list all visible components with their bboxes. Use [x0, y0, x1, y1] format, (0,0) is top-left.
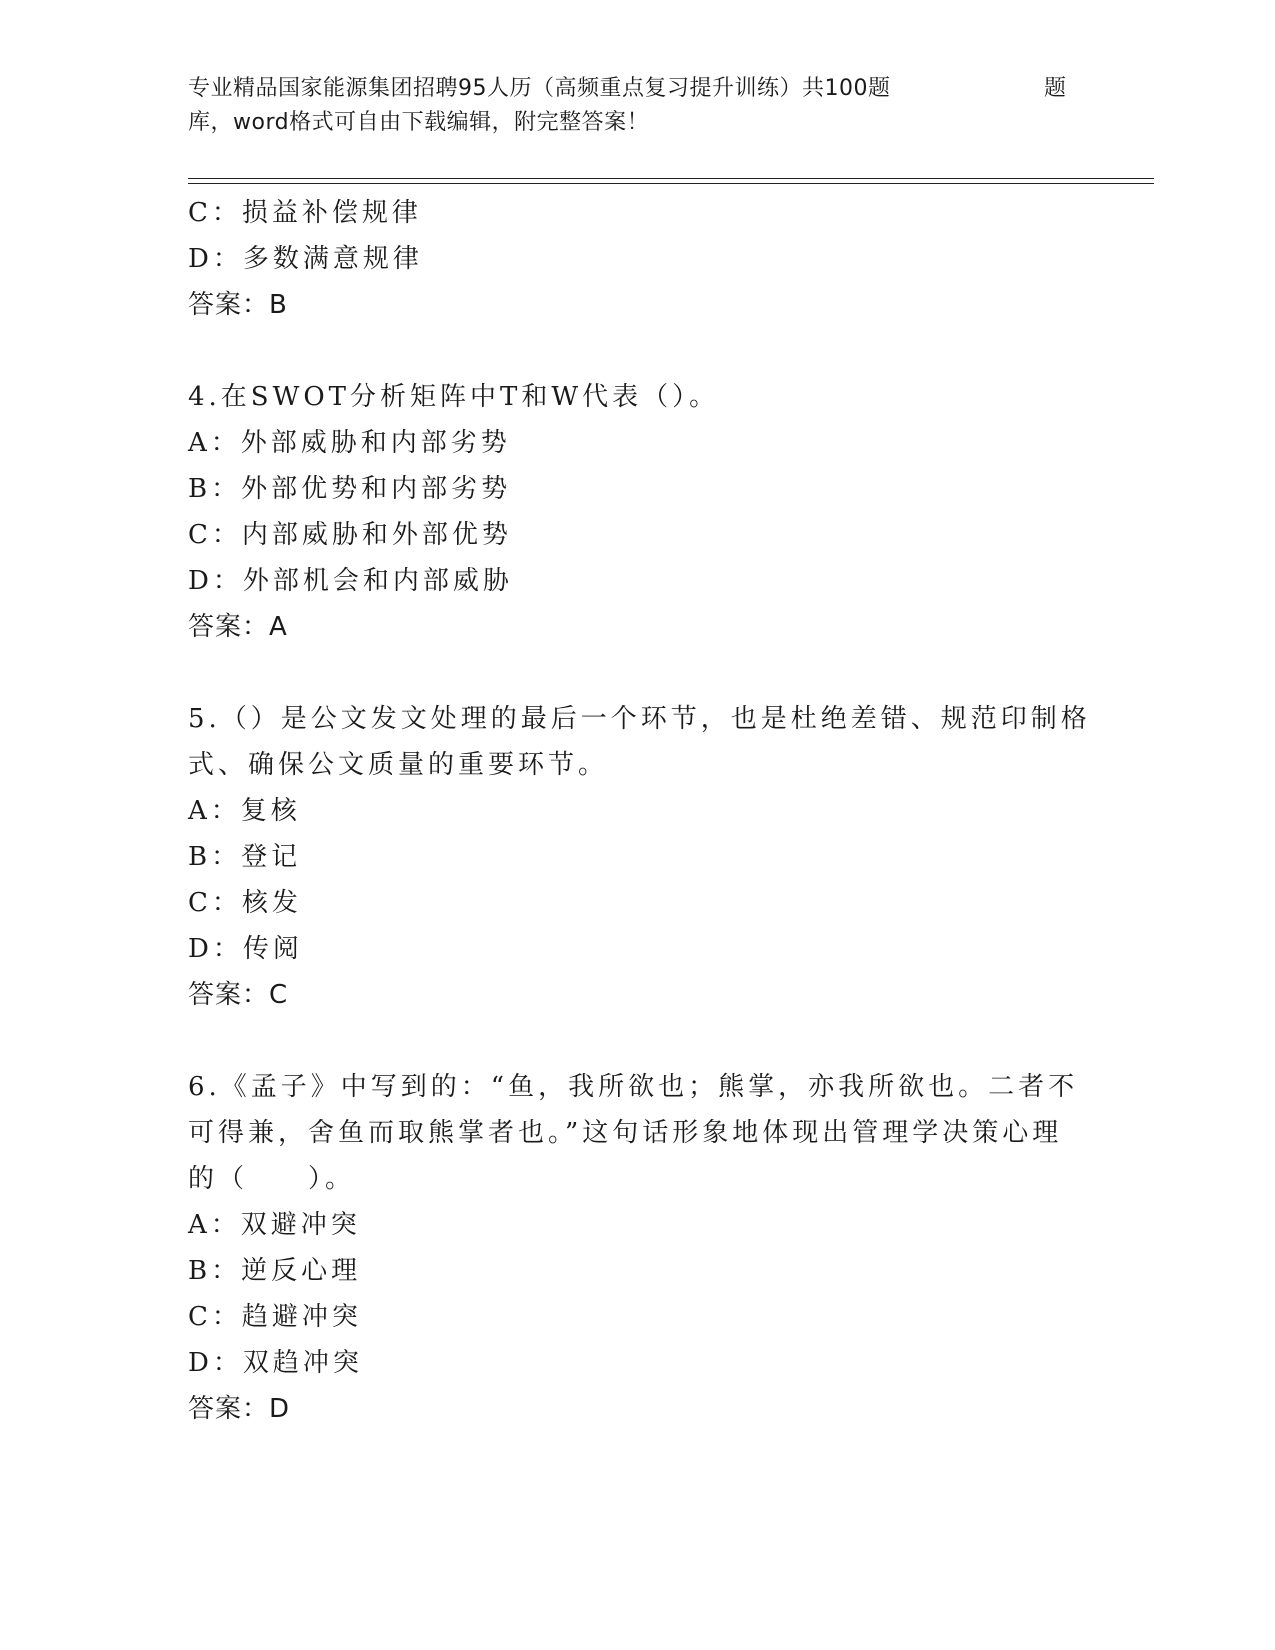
question-5: [188, 696, 1091, 1018]
spacer: [188, 1018, 1068, 1064]
header-title-line1: 专业精品国家能源集团招聘95人历（高频重点复习提升训练）共100题: [188, 76, 891, 101]
option-c: C：趋避冲突: [188, 1302, 362, 1332]
question-stem-line1: 6.《孟子》中写到的：“鱼，我所欲也；熊掌，亦我所欲也。二者不: [188, 1072, 1079, 1102]
question-stem-line1: 5.（）是公文发文处理的最后一个环节，也是杜绝差错、规范印制格: [188, 704, 1091, 734]
answer-line: 答案：A: [188, 612, 288, 642]
option-d: D：多数满意规律: [188, 244, 423, 274]
header-divider-bottom: [188, 183, 1154, 184]
option-a: A：外部威胁和内部劣势: [188, 428, 511, 458]
header-divider-top: [188, 178, 1154, 179]
option-c: C：核发: [188, 888, 302, 918]
question-3-tail: [188, 190, 1068, 328]
question-stem-line2: 可得兼，舍鱼而取熊掌者也。”这句话形象地体现出管理学决策心理: [188, 1118, 1063, 1148]
question-stem: 4.在SWOT分析矩阵中T和W代表（）。: [188, 382, 720, 412]
option-c: C：损益补偿规律: [188, 198, 422, 228]
option-b: B：登记: [188, 842, 302, 872]
spacer: [188, 650, 1068, 696]
spacer: [188, 328, 1068, 374]
document-header: [188, 72, 1088, 140]
option-b: B：外部优势和内部劣势: [188, 474, 512, 504]
option-b: B：逆反心理: [188, 1256, 362, 1286]
option-c: C：内部威胁和外部优势: [188, 520, 512, 550]
header-title-right: 题: [1044, 76, 1067, 101]
answer-line: 答案：C: [188, 980, 289, 1010]
option-d: D：传阅: [188, 934, 303, 964]
question-6: [188, 1064, 1079, 1432]
question-stem-line2: 式、确保公文质量的重要环节。: [188, 750, 609, 780]
option-a: A：复核: [188, 796, 301, 826]
option-a: A：双避冲突: [188, 1210, 361, 1240]
answer-line: 答案：D: [188, 1394, 291, 1424]
question-4: [188, 374, 1068, 650]
option-d: D：外部机会和内部威胁: [188, 566, 513, 596]
question-body: [188, 190, 1091, 1432]
header-title-line2: 库，word格式可自由下载编辑，附完整答案！: [188, 110, 650, 135]
answer-line: 答案：B: [188, 290, 288, 320]
option-d: D：双趋冲突: [188, 1348, 363, 1378]
question-stem-line3: 的（ ）。: [188, 1164, 356, 1194]
